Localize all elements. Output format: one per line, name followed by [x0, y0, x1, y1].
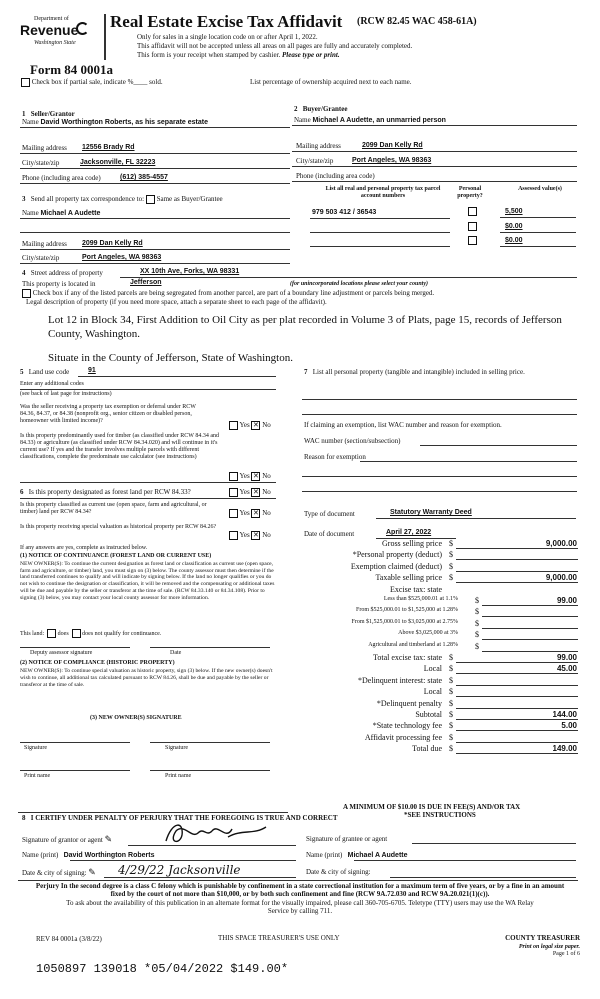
parcel-value-1[interactable]: 5,500	[505, 208, 523, 215]
corr-city-label: City/state/zip	[22, 254, 60, 262]
tax-row-dollar-sign: $	[449, 676, 453, 685]
buyer-name-row: Name Michael A Audette, an unmarried person	[294, 116, 446, 124]
rule	[20, 127, 290, 128]
buyer-city[interactable]: Port Angeles, WA 98363	[352, 157, 432, 164]
rule	[302, 414, 577, 415]
if-yes-note: If any answers are yes, complete as instructed below.	[20, 545, 148, 551]
tax-row-rule	[456, 685, 578, 686]
owner-print-label-2: Print name	[165, 773, 192, 779]
doc-type-label: Type of document	[304, 510, 355, 518]
rule	[310, 232, 450, 233]
tax-row-dollar-sign: $	[449, 733, 453, 742]
tax-row-rule	[482, 616, 578, 617]
q-historic-yes[interactable]	[229, 531, 238, 540]
grantor-date-city[interactable]: 4/29/22 Jacksonville	[118, 863, 241, 877]
corr-mailing[interactable]: 2099 Dan Kelly Rd	[82, 240, 143, 247]
this-land-row: This land: does does not qualify for continuance.	[20, 630, 162, 637]
grantor-name[interactable]: David Worthington Roberts	[63, 852, 155, 859]
reason-label: Reason for exemption	[304, 453, 366, 461]
rule	[20, 482, 276, 483]
rule	[310, 246, 450, 247]
q-forest: 6 Is this property designated as forest land per RCW 84.33?	[20, 488, 191, 496]
parcel-number-1[interactable]: 979 503 412 / 36543	[312, 209, 377, 216]
owner-signature-label-1: Signature	[24, 745, 47, 751]
tax-row-label: Local	[423, 664, 442, 673]
tax-row-label: Excise tax: state	[390, 585, 442, 594]
grantor-date-label: Date & city of signing: ✎	[22, 867, 96, 877]
rule	[120, 277, 577, 278]
deputy-date-label: Date	[170, 650, 182, 656]
q-forest-no[interactable]: ✕	[253, 488, 259, 496]
grantee-name-row: Name (print) Michael A Audette	[306, 851, 408, 859]
page-number: Page 1 of 6	[552, 951, 580, 957]
buyer-mailing[interactable]: 2099 Dan Kelly Rd	[362, 142, 423, 149]
doc-type[interactable]: Statutory Warranty Deed	[390, 509, 472, 516]
rule	[128, 845, 296, 846]
q-historic: Is this property receiving special valuation as historical property per RCW 84.26?	[20, 524, 217, 530]
tax-row-dollar-sign: $	[475, 596, 479, 605]
perjury-notice: Perjury In the second degree is a class C felony which is punishable by confinement in a state correctional institution for a maximum term of five years, or by a fine in an amount fixed by the court of not more than $10,000, or by both such confinement and fine (RCW 9A.72.030 and RCW 9A.20.021(1)(c)).	[35, 882, 565, 898]
form-number: Form 84 0001a	[30, 62, 114, 77]
segregation-row: Check box if any of the listed parcels are being segregated from another parcel, are part of a boundary line adjustment or parcels being merged.	[22, 289, 434, 298]
rule	[302, 476, 577, 477]
segregation-checkbox[interactable]	[22, 289, 31, 298]
exemption-label: If claiming an exemption, list WAC number and reason for exemption.	[304, 421, 502, 429]
seller-phone-label: Phone (including area code)	[22, 174, 101, 182]
tax-row-rule	[456, 662, 578, 663]
tax-row-label: Local	[423, 687, 442, 696]
q-exemption: Was the seller receiving a property tax exemption or deferral under RCW 84.36, 84.37, or 84.38 (nonprofit org., senior citizen or disabled person, homeowner with limited income)?	[20, 404, 196, 424]
parcel-value-2[interactable]: $0.00	[505, 223, 523, 230]
doc-date-label: Date of document	[304, 530, 355, 538]
ownership-note: List percentage of ownership acquired next to each name.	[250, 78, 412, 86]
q-exemption-no[interactable]: ✕	[253, 421, 259, 429]
rule	[500, 232, 576, 233]
wac-label: WAC number (section/subsection)	[304, 437, 401, 445]
tax-row-label: Total due	[412, 744, 442, 753]
rule	[70, 860, 296, 861]
tax-row-dollar-sign: $	[449, 573, 453, 582]
rule	[20, 153, 290, 154]
q-current-use-no[interactable]: ✕	[253, 509, 259, 517]
rule	[376, 518, 576, 519]
legal-description[interactable]: Lot 12 in Block 34, First Addition to Oil City as per plat recorded in Volume 3 of Plats, page 15, records of Jefferson County, Washington.	[48, 314, 562, 340]
tax-row-rule	[456, 571, 578, 572]
located-county[interactable]: Jefferson	[130, 279, 162, 286]
tax-row-label: *State technology fee	[372, 721, 442, 730]
legal-label: Legal description of property (if you need more space, attach a separate sheet to each page of the affidavit).	[26, 298, 327, 306]
tax-row-rule	[482, 628, 578, 629]
notice1-title: (1) NOTICE OF CONTINUANCE (FOREST LAND OR CURRENT USE)	[20, 553, 212, 559]
tax-row-label: From $525,000.01 to $1,525,000 at 1.28%	[356, 607, 458, 613]
tax-row-dollar-sign: $	[449, 653, 453, 662]
parcel-header-assessed: Assessed value(s)	[518, 186, 562, 192]
legal-situate[interactable]: Situate in the County of Jefferson, State of Washington.	[48, 352, 293, 364]
rule	[20, 389, 276, 390]
tax-row-value[interactable]: 149.00	[552, 744, 577, 753]
rule	[20, 168, 290, 169]
parcel-personal-checkbox-3[interactable]	[468, 236, 477, 245]
grantee-name[interactable]: Michael A Audette	[347, 852, 408, 859]
rule	[20, 232, 290, 233]
rule	[20, 249, 290, 250]
grantor-sig-label: Signature of grantor or agent ✎	[22, 834, 113, 844]
grantor-name-row: Name (print) David Worthington Roberts	[22, 851, 155, 859]
tax-row-value[interactable]: 99.00	[556, 653, 577, 662]
tax-row-label: Affidavit processing fee	[364, 733, 442, 742]
rule	[20, 770, 130, 771]
q-historic-yesno: Yes ✕ No	[229, 531, 271, 540]
rule	[104, 877, 296, 878]
corr-name-row: Name Michael A Audette	[22, 209, 101, 217]
parcel-header-personal: Personal property?	[457, 186, 483, 199]
tax-row-rule	[456, 753, 578, 754]
rule	[292, 181, 577, 182]
tax-row-rule	[482, 639, 578, 640]
rule	[20, 218, 290, 219]
rule	[354, 860, 576, 861]
tax-row-rule	[482, 651, 578, 652]
dept-line3: Washington State	[34, 40, 76, 46]
rule	[292, 151, 577, 152]
corr-mailing-label: Mailing address	[22, 240, 67, 248]
new-owner-signature: (3) NEW OWNER(S) SIGNATURE	[90, 715, 182, 721]
additional-codes: Enter any additional codes	[20, 381, 84, 387]
owner-print-label-1: Print name	[24, 773, 51, 779]
correspondence-heading: 3 Send all property tax correspondence to: Same as Buyer/Grantee	[22, 195, 223, 204]
q-exemption-yesno: Yes ✕ No	[229, 421, 271, 430]
rule	[18, 880, 578, 881]
corr-city[interactable]: Port Angeles, WA 98363	[82, 254, 162, 261]
does-checkbox[interactable]	[47, 629, 56, 638]
rule	[302, 491, 577, 492]
grantee-date-label: Date & city of signing:	[306, 868, 371, 876]
tax-row-dollar-sign: $	[449, 710, 453, 719]
seller-mailing[interactable]: 12556 Brady Rd	[82, 144, 135, 151]
tax-row-rule	[482, 605, 578, 606]
tax-row-dollar-sign: $	[449, 699, 453, 708]
q-forest-yes[interactable]	[229, 488, 238, 497]
tax-row-rule	[456, 708, 578, 709]
rule	[302, 399, 577, 400]
q-timber-yes[interactable]	[229, 472, 238, 481]
parcel-personal-checkbox-2[interactable]	[468, 222, 477, 231]
same-as-buyer-checkbox[interactable]	[146, 195, 155, 204]
tax-row-dollar-sign: $	[449, 562, 453, 571]
tax-row-value[interactable]: 144.00	[552, 710, 577, 719]
notice2-body: NEW OWNER(S): To continue special valuation as historic property, sign (3) below. If the new owner(s) doesn't wish to continue, all additional tax calculated pursuant to RCW 84.26, shall be due and payable by the seller or transferor at the time of sale.	[20, 668, 273, 688]
seller-mailing-label: Mailing address	[22, 144, 67, 152]
tax-row-value[interactable]: 5.00	[561, 721, 577, 730]
header-divider	[104, 14, 106, 60]
cashier-stamp: 1050897 139018 *05/04/2022 $149.00*	[36, 962, 289, 976]
tax-row-value[interactable]: 9,000.00	[545, 539, 577, 548]
tax-row-label: Exemption claimed (deduct)	[350, 562, 442, 571]
q-timber-yesno: Yes ✕ No	[229, 472, 271, 481]
dept-line1: Department of	[34, 16, 69, 22]
form-citation: (RCW 82.45 WAC 458-61A)	[357, 16, 477, 27]
tax-row-label: Subtotal	[415, 710, 442, 719]
header-note-3: This form is your receipt when stamped by cashier. Please type or print.	[137, 51, 340, 59]
tax-row-dollar-sign: $	[475, 607, 479, 616]
q-timber: Is this property predominantly used for timber (as classified under RCW 84.34 and 84.33) or agriculture (as classified under RCW 84.34.020) and will continue in it's current use? If yes and the transfer involves multiple parcels with different classifications, complete the predominate use calculator (see instructions)	[20, 433, 220, 460]
tax-row-dollar-sign: $	[449, 721, 453, 730]
tax-row-dollar-sign: $	[449, 687, 453, 696]
tax-row-label: Gross selling price	[382, 539, 442, 548]
located-note: (for unincorporated locations please select your county)	[290, 281, 428, 287]
q-forest-yesno: Yes ✕ No	[229, 488, 271, 497]
tax-row-label: Taxable selling price	[375, 573, 442, 582]
tax-row-dollar-sign: $	[475, 642, 479, 651]
located-label: This property is located in	[22, 280, 96, 288]
rule	[20, 647, 130, 648]
treasurer-use: THIS SPACE TREASURER'S USE ONLY	[218, 934, 340, 942]
q-current-use-yes[interactable]	[229, 509, 238, 518]
q-current-use-yesno: Yes ✕ No	[229, 509, 271, 518]
rule	[20, 183, 290, 184]
land-use-code[interactable]: 91	[88, 367, 96, 374]
see-instructions: *SEE INSTRUCTIONS	[404, 811, 476, 819]
legal-paper-note: Print on legal size paper.	[518, 944, 580, 950]
rev-number: REV 84 0001a (3/8/22)	[36, 935, 102, 943]
minimum-note: A MINIMUM OF $10.00 IS DUE IN FEE(S) AND/OR TAX	[343, 803, 521, 811]
tax-row-rule	[456, 673, 578, 674]
rule	[20, 742, 130, 743]
seller-heading: 1 Seller/Grantor	[22, 110, 75, 118]
rule	[150, 647, 270, 648]
rule	[18, 812, 288, 813]
tax-row-value[interactable]: 9,000.00	[545, 573, 577, 582]
rule	[150, 770, 270, 771]
land-use-label: 5 Land use code	[20, 368, 70, 376]
grantee-sig-label: Signature of grantee or agent	[306, 835, 388, 843]
accessibility-note: To ask about the availability of this publication in an alternate format for the visually impaired, please call 360-705-6705. Teletype (TTY) users may use the WA Relay Service by calling 711.	[66, 899, 534, 915]
rule	[500, 217, 576, 218]
tax-row-label: *Delinquent interest: state	[358, 676, 442, 685]
q-timber-no[interactable]: ✕	[253, 472, 259, 480]
tax-row-dollar-sign: $	[475, 619, 479, 628]
grantor-signature	[162, 819, 272, 847]
tax-row-label: Less than $525,000.01 at 1.1%	[383, 596, 458, 602]
tax-row-dollar-sign: $	[475, 630, 479, 639]
tax-row-rule	[456, 559, 578, 560]
tax-row-dollar-sign: $	[449, 539, 453, 548]
seller-phone[interactable]: (612) 385-4557	[120, 174, 168, 181]
tax-row-rule	[456, 582, 578, 583]
rule	[500, 246, 576, 247]
tax-row-label: Agricultural and timberland at 1.28%	[368, 642, 458, 648]
rule	[390, 877, 576, 878]
notice1-body: NEW OWNER(S): To continue the current designation as forest land or classification as current use (open space, farm and agriculture, or timber) land, you must sign on (3) below. The county assessor must then determine if the land transferred continues to qualify and will indicate by signing below. If the land no longer qualifies or you do not wish to continue the designation or classification, it will be removed and the compensating or additional taxes will be due and payable by the seller or transferor at the time of sale. (RCW 84.33.140 or 84.34.108). Prior to signing (3) below, you may contact your local county assessor for more information.	[20, 561, 275, 601]
additional-codes-note: (see back of last page for instructions)	[20, 391, 112, 397]
tax-row-dollar-sign: $	[449, 664, 453, 673]
form-title: Real Estate Excise Tax Affidavit	[110, 12, 343, 31]
tax-row-label: Total excise tax: state	[373, 653, 442, 662]
owner-signature-label-2: Signature	[165, 745, 188, 751]
deputy-signature-label: Deputy assessor signature	[30, 650, 93, 656]
rule	[150, 742, 270, 743]
tax-row-rule	[456, 730, 578, 731]
tax-row-rule	[456, 696, 578, 697]
revenue-logo-icon	[76, 22, 89, 35]
buyer-city-label: City/state/zip	[296, 157, 334, 165]
rule	[360, 461, 577, 462]
tax-row-label: *Personal property (deduct)	[352, 550, 442, 559]
personal-property-heading: 7 List all personal property (tangible and intangible) included in selling price.	[304, 368, 525, 376]
county-treasurer: COUNTY TREASURER	[505, 934, 580, 942]
parcel-header-list: List all real and personal property tax parcel account numbers	[325, 186, 441, 199]
seller-city[interactable]: Jacksonville, FL 32223	[80, 159, 156, 166]
tax-row-value[interactable]: 99.00	[556, 596, 577, 605]
parcel-personal-checkbox-1[interactable]	[468, 207, 477, 216]
q-historic-no[interactable]: ✕	[253, 531, 259, 539]
seller-city-label: City/state/zip	[22, 159, 60, 167]
tax-row-dollar-sign: $	[449, 744, 453, 753]
rule	[292, 166, 577, 167]
buyer-phone-label: Phone (including area code)	[296, 172, 375, 180]
notice2-title: (2) NOTICE OF COMPLIANCE (HISTORIC PROPERTY)	[20, 660, 175, 666]
does-not-checkbox[interactable]	[72, 629, 81, 638]
partial-sale: Check box if partial sale, indicate %____ sold.	[21, 78, 163, 87]
partial-sale-checkbox[interactable]	[21, 78, 30, 87]
rule	[412, 843, 576, 844]
header-note-2: This affidavit will not be accepted unless all areas on all pages are fully and accurately completed.	[137, 42, 413, 50]
revenue-logo: Revenue	[20, 22, 79, 38]
rule	[78, 376, 276, 377]
tax-row-rule	[456, 742, 578, 743]
tax-row-rule	[456, 548, 578, 549]
tax-row-label: From $1,525,000.01 to $3,025,000 at 2.75%	[351, 619, 458, 625]
rule	[292, 125, 577, 126]
tax-row-dollar-sign: $	[449, 550, 453, 559]
seller-name[interactable]: David Worthington Roberts, as his separate estate	[40, 119, 208, 126]
corr-name[interactable]: Michael A Audette	[40, 210, 101, 217]
buyer-heading: 2 Buyer/Grantee	[294, 105, 348, 113]
street-address[interactable]: XX 10th Ave, Forks, WA 98331	[140, 268, 240, 275]
tax-row-value[interactable]: 45.00	[556, 664, 577, 673]
doc-date[interactable]: April 27, 2022	[386, 529, 432, 536]
parcel-value-3[interactable]: $0.00	[505, 237, 523, 244]
seller-name-row: Name David Worthington Roberts, as his separate estate	[22, 118, 208, 126]
rule	[420, 445, 577, 446]
tax-row-label: *Delinquent penalty	[376, 699, 442, 708]
rule	[20, 263, 290, 264]
rule	[20, 498, 276, 499]
buyer-name[interactable]: Michael A Audette, an unmarried person	[312, 117, 446, 124]
buyer-mailing-label: Mailing address	[296, 142, 341, 150]
tax-row-label: Above $3,025,000 at 3%	[398, 630, 458, 636]
q-current-use: Is this property classified as current use (open space, farm and agricultural, or timber) land per RCW 84.34?	[20, 502, 207, 515]
tax-row-rule	[456, 719, 578, 720]
certify-heading: 8 I CERTIFY UNDER PENALTY OF PERJURY THAT THE FOREGOING IS TRUE AND CORRECT	[22, 814, 338, 822]
q-exemption-yes[interactable]	[229, 421, 238, 430]
header-note-1: Only for sales in a single location code on or after April 1, 2022.	[137, 33, 318, 41]
rule	[310, 218, 450, 219]
street-label: 4 Street address of property	[22, 269, 103, 277]
